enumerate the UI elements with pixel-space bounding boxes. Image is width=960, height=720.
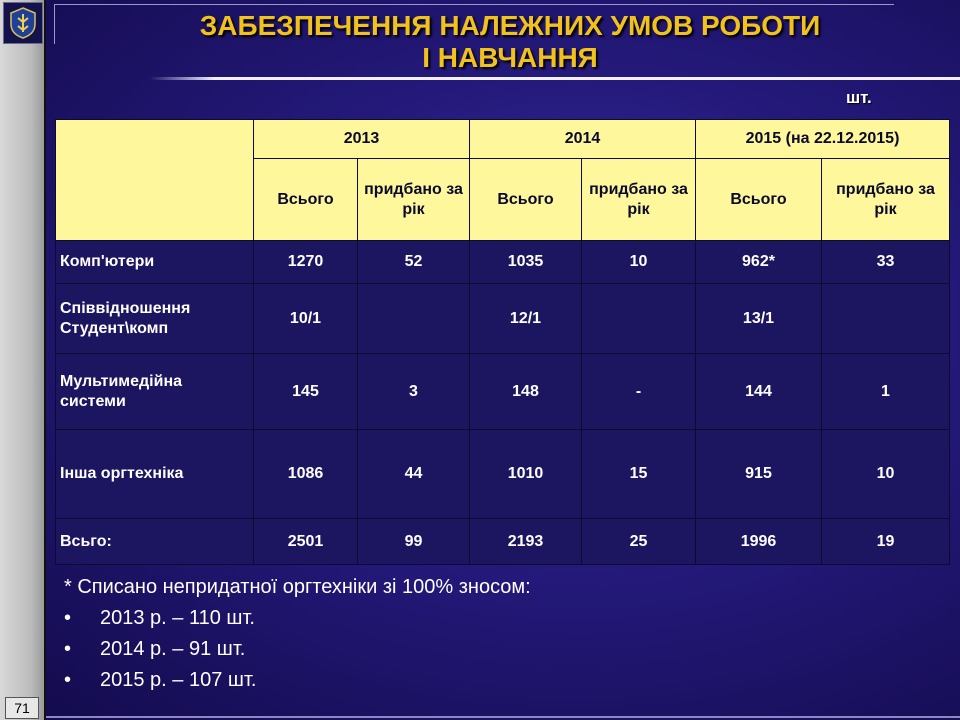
table-cell [358,284,470,354]
table-cell: 10 [822,430,950,519]
bullet-icon: • [64,638,72,660]
bottom-decor-line [46,716,960,718]
write-off-notes [64,572,531,696]
title-underline [150,77,960,80]
subheader-total: Всього [470,159,582,241]
unit-label: шт. [846,88,872,107]
university-crest-icon [3,2,43,44]
table-cell: 1010 [470,430,582,519]
title-line-1: ЗАБЕЗПЕЧЕННЯ НАЛЕЖНИХ УМОВ РОБОТИ [199,10,821,41]
subheader-acquired: придбано за рік [358,159,470,241]
equipment-table [55,119,950,565]
year-header: 2015 (на 22.12.2015) [696,120,950,159]
table-cell: 13/1 [696,284,822,354]
table-cell [582,284,696,354]
table-cell: 99 [358,519,470,565]
table-cell: 12/1 [470,284,582,354]
table-cell: 2501 [254,519,358,565]
row-label: Всьго: [56,519,254,565]
footnote [64,572,531,603]
table-cell: 962* [696,241,822,284]
table-cell: 1035 [470,241,582,284]
table-cell: 52 [358,241,470,284]
bullet-icon: • [64,607,72,629]
table-cell: 1 [822,354,950,430]
table-row [56,430,950,519]
table-cell [822,284,950,354]
subheader-acquired: придбано за рік [582,159,696,241]
subheader-acquired: придбано за рік [822,159,950,241]
table-cell: 148 [470,354,582,430]
row-label: Комп'ютери [56,241,254,284]
table-cell: 145 [254,354,358,430]
table-row-total [56,519,950,565]
subheader-total: Всього [254,159,358,241]
table-cell: - [582,354,696,430]
table-cell: 3 [358,354,470,430]
left-sidebar [0,0,44,720]
table-cell: 1270 [254,241,358,284]
table-cell: 1996 [696,519,822,565]
table-cell: 144 [696,354,822,430]
list-item [64,665,531,696]
table-cell: 10 [582,241,696,284]
table-cell: 33 [822,241,950,284]
row-label: Мультимедійна системи [56,354,254,430]
table-cell: 2193 [470,519,582,565]
table-cell: 44 [358,430,470,519]
slide-title [150,10,870,74]
list-item-text: 2013 р. – 110 шт. [100,607,255,629]
table-cell: 19 [822,519,950,565]
year-header: 2013 [254,120,470,159]
table-row [56,241,950,284]
year-header: 2014 [470,120,696,159]
footnote-text: * Списано непридатної оргтехніки зі 100% зносом: [64,576,531,598]
list-item [64,603,531,634]
list-item [64,634,531,665]
title-line-2: І НАВЧАННЯ [422,42,598,73]
list-item-text: 2014 р. – 91 шт. [100,638,246,660]
top-decor-tick [54,4,55,44]
table-cell: 15 [582,430,696,519]
subheader-total: Всього [696,159,822,241]
table-row [56,284,950,354]
table-row [56,354,950,430]
table-cell: 915 [696,430,822,519]
page-number: 71 [5,697,39,719]
list-item-text: 2015 р. – 107 шт. [100,669,257,691]
top-decor-line [54,4,894,5]
table-cell: 1086 [254,430,358,519]
bullet-icon: • [64,669,72,691]
sidebar-divider [44,0,46,720]
table-cell: 10/1 [254,284,358,354]
row-label: Співвідношення Студент\комп [56,284,254,354]
header-corner [56,120,254,241]
table-cell: 25 [582,519,696,565]
row-label: Інша оргтехніка [56,430,254,519]
